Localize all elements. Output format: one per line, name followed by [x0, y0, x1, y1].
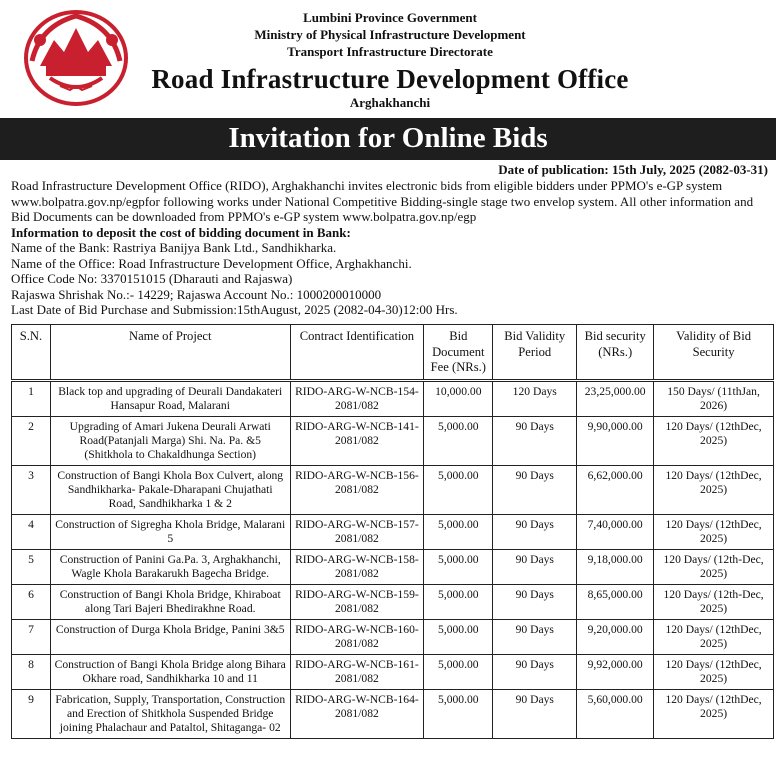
table-row	[12, 380, 774, 416]
cell-document-fee: 5,000.00	[424, 689, 493, 738]
cell-validity-period: 90 Days	[493, 654, 577, 689]
cell-validity-period: 90 Days	[493, 416, 577, 465]
header-security-validity: Validity of Bid Security	[654, 325, 774, 381]
cell-contract-id: RIDO-ARG-W-NCB-154-2081/082	[290, 380, 424, 416]
cell-sn: 6	[12, 584, 51, 619]
intro-paragraph: Road Infrastructure Development Office (RIDO), Arghakhanchi invites electronic bids from eligible bidders under PPMO's e-GP system www.bolpatra.gov.np/egpfor following works under National Competitive Bidding-single stage two envelop system. All other information and Bid Documents can be downloaded from PPMO's e-GP system www.bolpatra.gov.np/egp	[11, 178, 754, 224]
cell-validity-period: 90 Days	[493, 514, 577, 549]
header-project-name: Name of Project	[50, 325, 290, 381]
cell-validity-period: 90 Days	[493, 465, 577, 514]
table-row	[12, 416, 774, 465]
cell-project-name: Construction of Panini Ga.Pa. 3, Arghakhanchi, Wagle Khola Barakarukh Bagecha Bridge.	[50, 549, 290, 584]
cell-security-validity: 150 Days/ (11thJan, 2026)	[654, 380, 774, 416]
cell-bid-security: 9,18,000.00	[577, 549, 654, 584]
office-code: Office Code No: 3370151015 (Dharauti and Rajaswa)	[11, 271, 293, 286]
table-row	[12, 689, 774, 738]
cell-contract-id: RIDO-ARG-W-NCB-159-2081/082	[290, 584, 424, 619]
cell-project-name: Upgrading of Amari Jukena Deurali Arwati Road(Patanjali Marga) Shi. Na. Pa. &5 (Shitkhola to Chakaldhunga Section)	[50, 416, 290, 465]
deposit-heading: Information to deposit the cost of bidding document in Bank:	[11, 224, 351, 240]
cell-validity-period: 90 Days	[493, 619, 577, 654]
cell-validity-period: 90 Days	[493, 584, 577, 619]
cell-sn: 2	[12, 416, 51, 465]
cell-document-fee: 5,000.00	[424, 416, 493, 465]
office-location: Arghakhanchi	[349, 95, 431, 110]
cell-security-validity: 120 Days/ (12thDec, 2025)	[654, 689, 774, 738]
government-hierarchy	[150, 9, 630, 60]
cell-contract-id: RIDO-ARG-W-NCB-141-2081/082	[290, 416, 424, 465]
table-row	[12, 549, 774, 584]
cell-contract-id: RIDO-ARG-W-NCB-160-2081/082	[290, 619, 424, 654]
cell-sn: 7	[12, 619, 51, 654]
cell-contract-id: RIDO-ARG-W-NCB-164-2081/082	[290, 689, 424, 738]
cell-sn: 3	[12, 465, 51, 514]
cell-project-name: Construction of Durga Khola Bridge, Panini 3&5	[50, 619, 290, 654]
cell-security-validity: 120 Days/ (12th-Dec, 2025)	[654, 549, 774, 584]
cell-document-fee: 5,000.00	[424, 654, 493, 689]
ministry-line: Ministry of Physical Infrastructure Development	[254, 27, 526, 42]
cell-project-name: Construction of Bangi Khola Box Culvert, along Sandhikharka- Pakale-Dharapani Chujathati Road, Sandhikharka 1 & 2	[50, 465, 290, 514]
cell-contract-id: RIDO-ARG-W-NCB-157-2081/082	[290, 514, 424, 549]
last-date: Last Date of Bid Purchase and Submission:15thAugust, 2025 (2082-04-30)12:00 Hrs.	[11, 302, 458, 317]
table-row	[12, 514, 774, 549]
table-row	[12, 654, 774, 689]
cell-document-fee: 5,000.00	[424, 514, 493, 549]
cell-validity-period: 90 Days	[493, 549, 577, 584]
cell-bid-security: 6,62,000.00	[577, 465, 654, 514]
notice-title-banner: Invitation for Online Bids	[0, 118, 776, 160]
bank-name: Name of the Bank: Rastriya Banijya Bank Ltd., Sandhikharka.	[11, 240, 337, 255]
header-contract-id: Contract Identification	[290, 325, 424, 381]
cell-document-fee: 5,000.00	[424, 465, 493, 514]
table-row	[12, 465, 774, 514]
cell-bid-security: 9,20,000.00	[577, 619, 654, 654]
cell-document-fee: 5,000.00	[424, 619, 493, 654]
cell-bid-security: 9,90,000.00	[577, 416, 654, 465]
notice-body	[11, 178, 771, 318]
bids-table	[11, 324, 774, 739]
cell-bid-security: 8,65,000.00	[577, 584, 654, 619]
cell-sn: 8	[12, 654, 51, 689]
header-document-fee: Bid Document Fee (NRs.)	[424, 325, 493, 381]
cell-project-name: Black top and upgrading of Deurali Dandakateri Hansapur Road, Malarani	[50, 380, 290, 416]
directorate-line: Transport Infrastructure Directorate	[287, 44, 493, 59]
cell-project-name: Construction of Bangi Khola Bridge, Khiraboat along Tari Bajeri Bhedirakhne Road.	[50, 584, 290, 619]
header-bid-security: Bid security (NRs.)	[577, 325, 654, 381]
cell-validity-period: 90 Days	[493, 689, 577, 738]
cell-security-validity: 120 Days/ (12thDec, 2025)	[654, 514, 774, 549]
cell-sn: 1	[12, 380, 51, 416]
header-validity-period: Bid Validity Period	[493, 325, 577, 381]
cell-contract-id: RIDO-ARG-W-NCB-156-2081/082	[290, 465, 424, 514]
cell-sn: 5	[12, 549, 51, 584]
cell-validity-period: 120 Days	[493, 380, 577, 416]
cell-project-name: Construction of Sigregha Khola Bridge, Malarani 5	[50, 514, 290, 549]
office-line: Name of the Office: Road Infrastructure Development Office, Arghakhanchi.	[11, 255, 412, 271]
header-sn: S.N.	[12, 325, 51, 381]
cell-sn: 4	[12, 514, 51, 549]
cell-bid-security: 23,25,000.00	[577, 380, 654, 416]
cell-security-validity: 120 Days/ (12thDec, 2025)	[654, 654, 774, 689]
province-line: Lumbini Province Government	[303, 10, 477, 25]
cell-bid-security: 7,40,000.00	[577, 514, 654, 549]
cell-security-validity: 120 Days/ (12thDec, 2025)	[654, 416, 774, 465]
publication-date: Date of publication: 15th July, 2025 (2082-03-31)	[498, 162, 768, 177]
cell-bid-security: 5,60,000.00	[577, 689, 654, 738]
cell-contract-id: RIDO-ARG-W-NCB-161-2081/082	[290, 654, 424, 689]
cell-security-validity: 120 Days/ (12thDec, 2025)	[654, 465, 774, 514]
cell-document-fee: 5,000.00	[424, 549, 493, 584]
cell-security-validity: 120 Days/ (12th-Dec, 2025)	[654, 584, 774, 619]
table-row	[12, 619, 774, 654]
cell-sn: 9	[12, 689, 51, 738]
table-row	[12, 584, 774, 619]
cell-bid-security: 9,92,000.00	[577, 654, 654, 689]
cell-document-fee: 10,000.00	[424, 380, 493, 416]
cell-project-name: Construction of Bangi Khola Bridge along Bihara Okhare road, Sandhikharka 10 and 11	[50, 654, 290, 689]
cell-security-validity: 120 Days/ (12thDec, 2025)	[654, 619, 774, 654]
notice-header	[0, 0, 776, 118]
cell-contract-id: RIDO-ARG-W-NCB-158-2081/082	[290, 549, 424, 584]
rajaswa-info: Rajaswa Shrishak No.:- 14229; Rajaswa Account No.: 1000200010000	[11, 286, 382, 302]
cell-project-name: Fabrication, Supply, Transportation, Construction and Erection of Shitkhola Suspended Bridge joining Phalachaur and Pataltol, Shitaganga- 02	[50, 689, 290, 738]
table-body	[12, 380, 774, 738]
cell-document-fee: 5,000.00	[424, 584, 493, 619]
table-header-row	[12, 325, 774, 381]
office-name: Road Infrastructure Development Office	[151, 64, 629, 94]
